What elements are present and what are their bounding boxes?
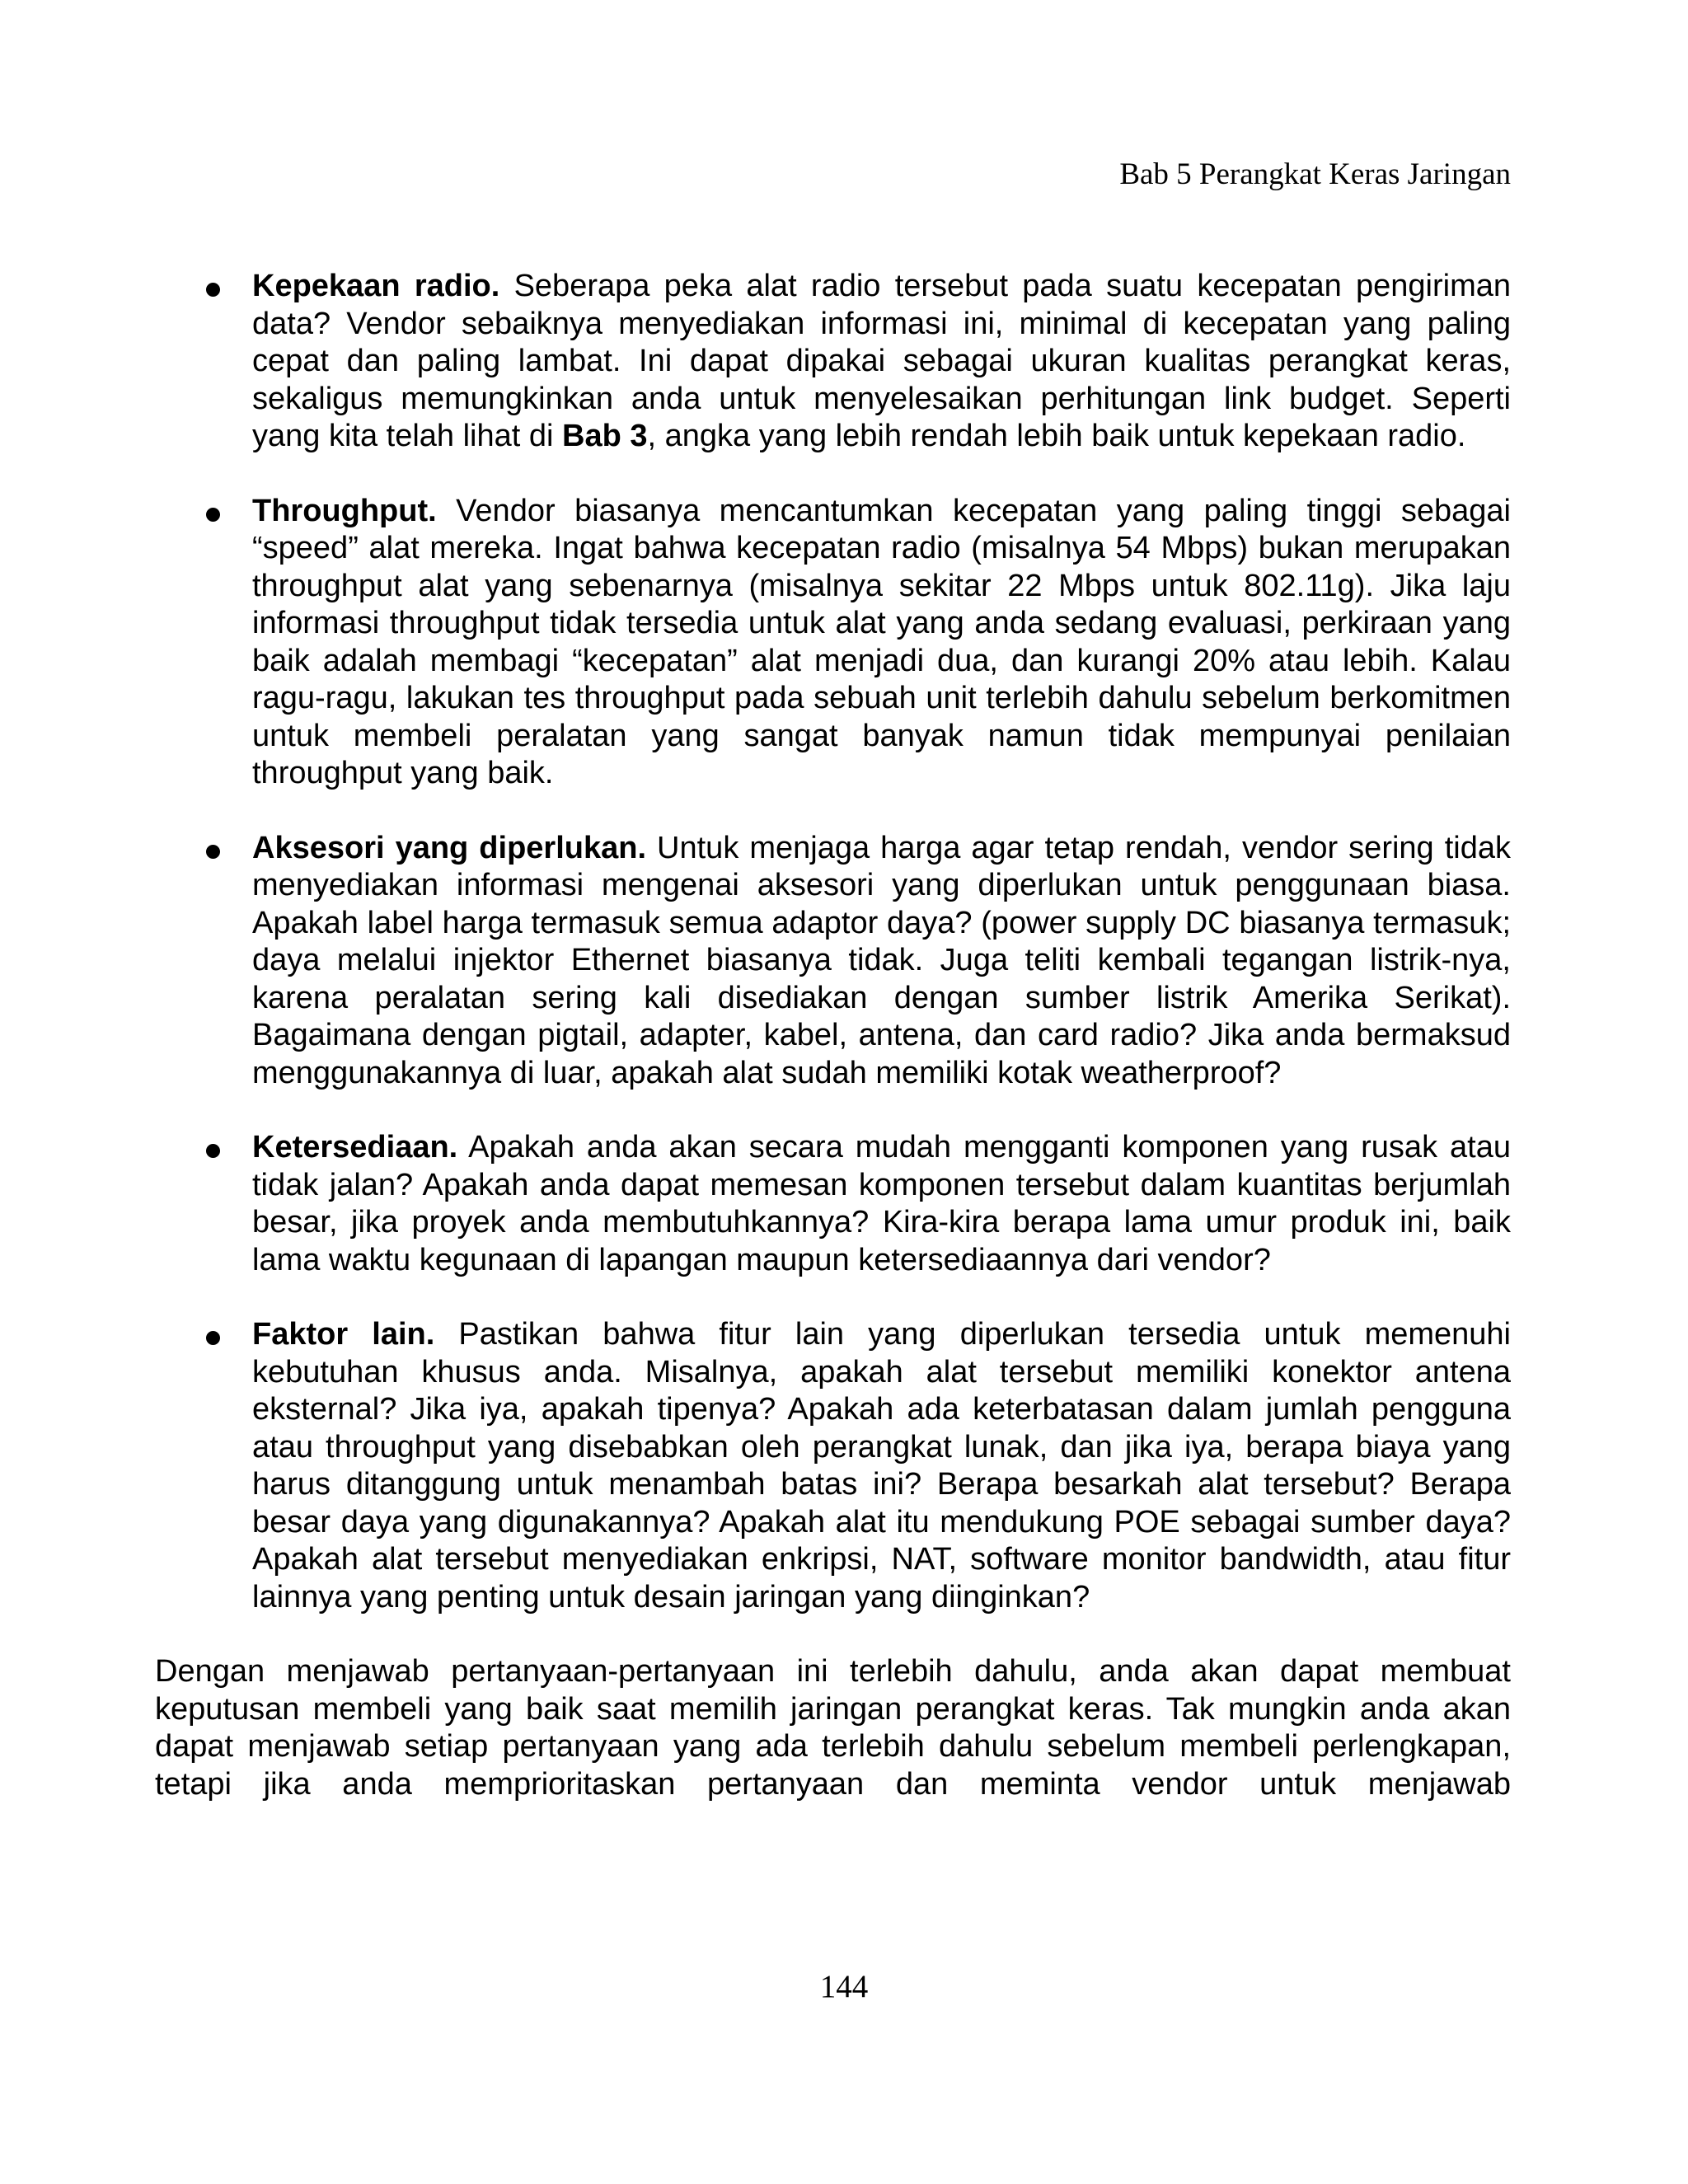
item-term: Ketersediaan. (252, 1130, 458, 1165)
list-item-faktor-lain (155, 1316, 1511, 1616)
page-body (155, 268, 1511, 1803)
criteria-list (155, 268, 1511, 1616)
bullet-icon (206, 1331, 220, 1345)
list-item-ketersediaan (155, 1129, 1511, 1279)
list-item-kepekaan-radio (155, 268, 1511, 456)
page-number: 144 (819, 1969, 869, 2004)
item-term: Kepekaan radio. (252, 269, 500, 303)
bullet-icon (206, 283, 220, 297)
item-term: Faktor lain. (252, 1317, 435, 1352)
item-text: Seberapa peka alat radio tersebut pada suatu kecepatan pengiriman data? Vendor sebaiknya menyediakan informasi ini, minimal di kecepatan yang paling cepat dan paling lambat. Ini dapat dipakai sebagai ukuran kualitas perangkat keras, sekaligus memungkinkan anda untuk menyelesaikan perhitungan link budget. Seperti yang kita telah lihat di (252, 269, 1511, 453)
item-text: Untuk menjaga harga agar tetap rendah, vendor sering tidak menyediakan informasi mengenai aksesori yang diperlukan untuk penggunaan biasa. Apakah label harga termasuk semua adaptor daya? (power supply DC biasanya termasuk; daya melalui injektor Ethernet biasanya tidak. Juga teliti kembali tegangan listrik-nya, karena peralatan sering kali disediakan dengan sumber listrik Amerika Serikat). Bagaimana dengan pigtail, adapter, kabel, antena, dan card radio? Jika anda bermaksud menggunakannya di luar, apakah alat sudah memiliki kotak weatherproof? (252, 830, 1511, 1090)
conclusion-paragraph: Dengan menjawab pertanyaan-pertanyaan ini terlebih dahulu, anda akan dapat membuat keputusan membeli yang baik saat memilih jaringan perangkat keras. Tak mungkin anda akan dapat menjawab setiap pertanyaan yang ada terlebih dahulu sebelum membeli perlengkapan, tetapi jika anda memprioritaskan pertanyaan dan meminta vendor untuk menjawab (155, 1654, 1511, 1802)
item-text-continued: , angka yang lebih rendah lebih baik untuk kepekaan radio. (647, 419, 1466, 453)
list-item-aksesori (155, 830, 1511, 1093)
item-term: Aksesori yang diperlukan. (252, 830, 647, 865)
item-text: Vendor biasanya mencantumkan kecepatan yang paling tinggi sebagai “speed” alat mereka. Ingat bahwa kecepatan radio (misalnya 54 Mbps) bukan merupakan throughput alat yang sebenarnya (misalnya sekitar 22 Mbps untuk 802.11g). Jika laju informasi throughput tidak tersedia untuk alat yang anda sedang evaluasi, perkiraan yang baik adalah membagi “kecepatan” alat menjadi dua, dan kurangi 20% atau lebih. Kalau ragu-ragu, lakukan tes throughput pada sebuah unit terlebih dahulu sebelum berkomitmen untuk membeli peralatan yang sangat banyak namun tidak mempunyai penilaian throughput yang baik. (252, 493, 1511, 790)
bullet-icon (206, 1144, 220, 1158)
item-term: Throughput. (252, 493, 437, 528)
running-header: Bab 5 Perangkat Keras Jaringan (1119, 157, 1511, 191)
bullet-icon (206, 508, 220, 522)
bullet-icon (206, 845, 220, 859)
item-text: Pastikan bahwa fitur lain yang diperlukan tersedia untuk memenuhi kebutuhan khusus anda. Misalnya, apakah alat tersebut memiliki konektor antena eksternal? Jika iya, apakah tipenya? Apakah ada keterbatasan dalam jumlah pengguna atau throughput yang disebabkan oleh perangkat lunak, dan jika iya, berapa biaya yang harus ditanggung untuk menambah batas ini? Berapa besarkah alat tersebut? Berapa besar daya yang digunakannya? Apakah alat itu mendukung POE sebagai sumber daya? Apakah alat tersebut menyediakan enkripsi, NAT, software monitor bandwidth, atau fitur lainnya yang penting untuk desain jaringan yang diinginkan? (252, 1317, 1511, 1615)
chapter-reference: Bab 3 (562, 419, 648, 453)
item-text: Apakah anda akan secara mudah mengganti komponen yang rusak atau tidak jalan? Apakah anda dapat memesan komponen tersebut dalam kuantitas berjumlah besar, jika proyek anda membutuhkannya? Kira-kira berapa lama umur produk ini, baik lama waktu kegunaan di lapangan maupun ketersediaannya dari vendor? (252, 1130, 1511, 1277)
list-item-throughput (155, 493, 1511, 793)
